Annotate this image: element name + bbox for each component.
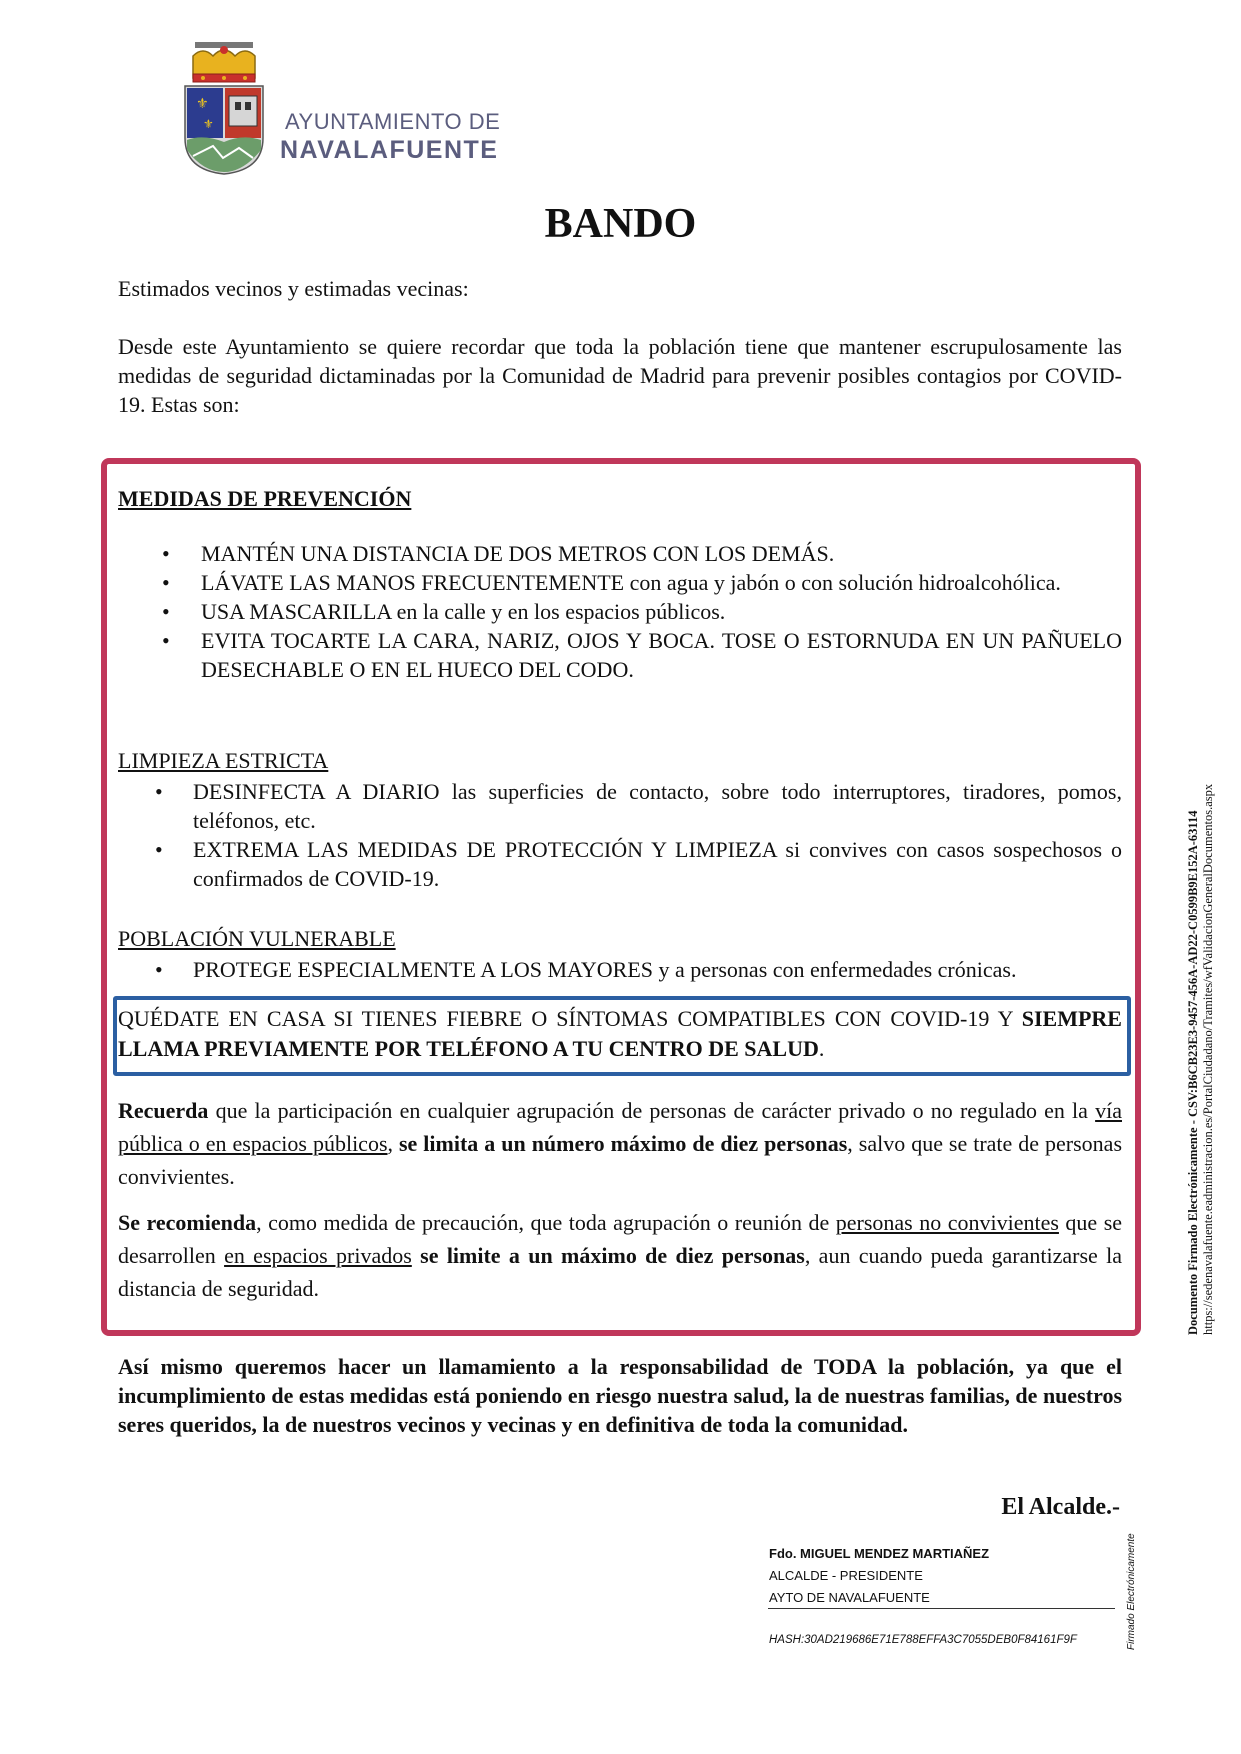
signer-name: Fdo. MIGUEL MENDEZ MARTIAÑEZ xyxy=(769,1546,990,1561)
recommendation-text: , aun cuando pueda garantizarse la distancia de seguridad. xyxy=(118,1243,1122,1301)
stay-home-part1: QUÉDATE EN CASA SI TIENES FIEBRE O SÍNTOMAS COMPATIBLES CON COVID-19 Y xyxy=(118,1006,1022,1031)
csv-line: Documento Firmado Electrónicamente - CSV:B6CB23E3-9457-456A-AD22-C0599B9E152A-63114 xyxy=(1186,810,1200,1335)
svg-text:⚜: ⚜ xyxy=(196,96,209,112)
validation-url: https://sedenavalafuente.eadministracion.es/PortalCiudadano/Tramites/wfValidacionGeneralDocumentos.aspx xyxy=(1201,783,1215,1335)
recommendation-text xyxy=(412,1243,420,1268)
stay-home-notice xyxy=(118,1004,1122,1064)
cleaning-title: LIMPIEZA ESTRICTA xyxy=(118,748,329,773)
cleaning-list xyxy=(193,777,1122,893)
signer-org: AYTO DE NAVALAFUENTE xyxy=(769,1590,930,1605)
list-item: • EXTREMA LAS MEDIDAS DE PROTECCIÓN Y LIMPIEZA si convives con casos sospechosos o confirmados de COVID-19. xyxy=(193,835,1122,893)
reminder-paragraph xyxy=(118,1094,1122,1193)
recommendation-text: que se desarrollen xyxy=(118,1210,1123,1268)
reminder-bold: Recuerda xyxy=(118,1098,209,1123)
stay-home-part2: SIEMPRE LLAMA PREVIAMENTE POR TELÉFONO A TU CENTRO DE SALUD xyxy=(118,1006,1122,1061)
reminder-text: , xyxy=(387,1131,399,1156)
reminder-underline: vía pública o en espacios públicos xyxy=(118,1098,1122,1156)
svg-text:⚜: ⚜ xyxy=(203,117,214,131)
reminder-text: que la participación en cualquier agrupación de personas de carácter privado o no regulado en la xyxy=(208,1098,1096,1123)
prevention-title: MEDIDAS DE PREVENCIÓN xyxy=(118,486,412,511)
reminder-text: , salvo que se trate de personas convivientes. xyxy=(118,1131,1123,1189)
signoff: El Alcalde.- xyxy=(1001,1494,1120,1520)
vulnerable-list xyxy=(193,955,1122,984)
list-item: • PROTEGE ESPECIALMENTE A LOS MAYORES y a personas con enfermedades crónicas. xyxy=(193,955,1122,984)
appeal-paragraph: Así mismo queremos hacer un llamamiento a la responsabilidad de TODA la población, ya que el incumplimiento de estas medidas está poniendo en riesgo nuestra salud, la de nuestras familias, de nuestros seres queridos, la de nuestros vecinos y vecinas y en definitiva de toda la comunidad. xyxy=(118,1354,1122,1437)
recommendation-bold: se limite a un máximo de diez personas xyxy=(420,1243,805,1268)
org-name-line1: AYUNTAMIENTO DE xyxy=(285,109,501,134)
recommendation-paragraph xyxy=(118,1206,1122,1305)
document-title: BANDO xyxy=(544,201,697,247)
vulnerable-title: POBLACIÓN VULNERABLE xyxy=(118,926,396,951)
signature-divider xyxy=(768,1608,1115,1609)
signer-role: ALCALDE - PRESIDENTE xyxy=(769,1568,923,1583)
org-name-line2: NAVALAFUENTE xyxy=(280,136,499,164)
signature-hash: HASH:30AD219686E71E788EFFA3C7055DEB0F84161F9F xyxy=(769,1634,1077,1646)
coat-of-arms-logo xyxy=(183,38,265,176)
signed-electronically-label: Firmado Electrónicamente xyxy=(1126,1533,1137,1650)
prevention-list xyxy=(201,539,1122,684)
recommendation-text: , como medida de precaución, que toda agrupación o reunión de xyxy=(256,1210,836,1235)
list-item: • EVITA TOCARTE LA CARA, NARIZ, OJOS Y BOCA. TOSE O ESTORNUDA EN UN PAÑUELO DESECHABLE O EN EL HUECO DEL CODO. xyxy=(201,626,1122,684)
reminder-bold: se limita a un número máximo de diez personas xyxy=(399,1131,848,1156)
recommendation-bold: Se recomienda xyxy=(118,1210,257,1235)
stay-home-end: . xyxy=(818,1036,825,1061)
recommendation-underline: en espacios privados xyxy=(224,1243,412,1268)
list-item: • DESINFECTA A DIARIO las superficies de contacto, sobre todo interruptores, tiradores, pomos, teléfonos, etc. xyxy=(193,777,1122,835)
list-item: • USA MASCARILLA en la calle y en los espacios públicos. xyxy=(201,597,1122,626)
greeting: Estimados vecinos y estimadas vecinas: xyxy=(118,276,469,301)
recommendation-underline: personas no convivientes xyxy=(835,1210,1059,1235)
list-item: • MANTÉN UNA DISTANCIA DE DOS METROS CON LOS DEMÁS. xyxy=(201,539,1122,568)
intro-paragraph: Desde este Ayuntamiento se quiere recordar que toda la población tiene que mantener escrupulosamente las medidas de seguridad dictaminadas por la Comunidad de Madrid para prevenir posibles contagios por COVID-19. Estas son: xyxy=(118,334,1122,417)
validation-margin-text xyxy=(1186,695,1216,1335)
list-item: • LÁVATE LAS MANOS FRECUENTEMENTE con agua y jabón o con solución hidroalcohólica. xyxy=(201,568,1122,597)
